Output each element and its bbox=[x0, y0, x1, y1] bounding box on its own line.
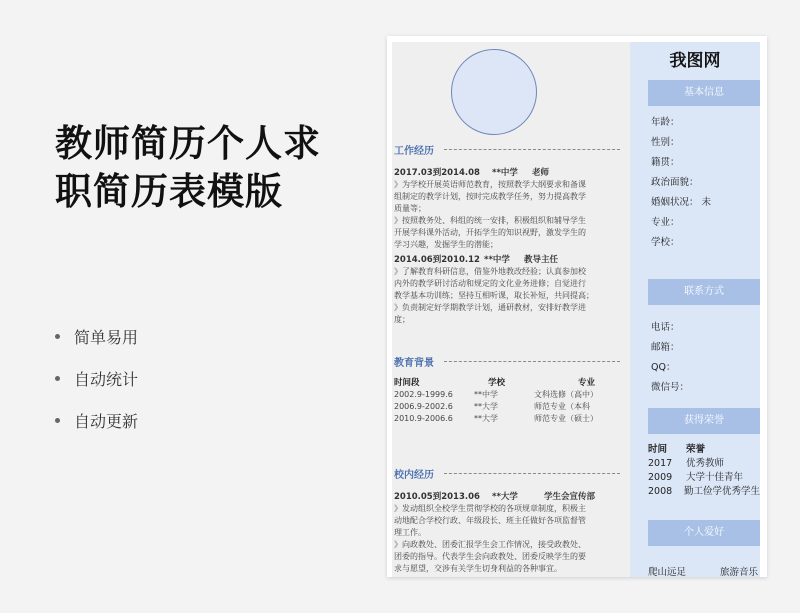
cell: 师范专业（硕士） bbox=[534, 414, 598, 423]
work-heading bbox=[394, 142, 620, 156]
cell: **大学 bbox=[474, 414, 498, 423]
bullet-icon bbox=[55, 376, 60, 381]
feature-item bbox=[55, 315, 138, 357]
work-entry-title bbox=[394, 254, 620, 266]
text-line: 度； bbox=[394, 315, 410, 324]
entry-role: 教导主任 bbox=[524, 255, 559, 265]
divider bbox=[444, 361, 620, 362]
education-section bbox=[394, 354, 620, 425]
contact-item: 微信号： bbox=[651, 382, 690, 393]
cell: 2017 bbox=[648, 458, 673, 469]
resume-main-column bbox=[392, 42, 630, 577]
info-item: 学校： bbox=[651, 237, 680, 248]
text-line: 》负责制定好学期教学计划，通研教材，安排好教学进 bbox=[394, 303, 586, 312]
section-title: 教育背景 bbox=[394, 357, 434, 369]
column-header: 荣誉 bbox=[686, 444, 706, 455]
table-row bbox=[394, 401, 620, 413]
text-line: 内外的教学研讨活动和规定的文化业务进修；自觉进行 bbox=[394, 279, 586, 288]
divider bbox=[444, 149, 620, 150]
cell: 2009 bbox=[648, 472, 673, 483]
contact-item: 电话： bbox=[651, 322, 680, 333]
text-line: 开展学科课外活动，开拓学生的知识视野，激发学生的 bbox=[394, 228, 586, 237]
table-row bbox=[648, 471, 760, 485]
entry-role: 学生会宣传部 bbox=[544, 492, 596, 502]
entry-period: 2014.06到2010.12 bbox=[394, 255, 480, 265]
table-row bbox=[394, 389, 620, 401]
work-section bbox=[394, 142, 620, 326]
text-line: 学习兴趣，发掘学生的潜能； bbox=[394, 240, 498, 249]
column-header: 学校 bbox=[488, 378, 506, 388]
photo-placeholder bbox=[451, 49, 537, 135]
cell: 文科选修（高中） bbox=[534, 390, 598, 399]
feature-label: 自动更新 bbox=[74, 411, 139, 431]
feature-list bbox=[55, 315, 138, 441]
entry-school: **中学 bbox=[484, 255, 510, 265]
text-line: 》按照教务处、科组的统一安排，积极组织和辅导学生 bbox=[394, 216, 586, 225]
feature-label: 简单易用 bbox=[74, 327, 139, 347]
text-line: 》了解教育科研信息，借鉴外地教改经验；认真参加校 bbox=[394, 267, 586, 276]
section-title: 校内经历 bbox=[394, 469, 434, 481]
cell: **中学 bbox=[474, 390, 498, 399]
cell: **大学 bbox=[474, 402, 498, 411]
text-line: 》向政教处、团委汇报学生会工作情况，接受政教处、 bbox=[394, 540, 586, 549]
title-line-2: 职简历表模版 bbox=[55, 170, 283, 213]
contact-item: QQ： bbox=[651, 362, 676, 373]
text-line: 理工作。 bbox=[394, 528, 426, 537]
table-row bbox=[394, 413, 620, 425]
work-entry-description bbox=[394, 179, 620, 251]
hobbies-list bbox=[648, 564, 760, 577]
entry-role: 老师 bbox=[532, 168, 550, 178]
hobby-item: 爬山远足 bbox=[648, 567, 687, 577]
entry-period: 2017.03到2014.08 bbox=[394, 168, 480, 178]
basic-info-heading: 基本信息 bbox=[648, 80, 760, 106]
table-header bbox=[648, 443, 760, 457]
resume-sidebar bbox=[630, 42, 760, 577]
cell: 师范专业（本科 bbox=[534, 402, 590, 411]
bullet-icon bbox=[55, 334, 60, 339]
info-item: 性别： bbox=[651, 137, 680, 148]
resume-preview bbox=[387, 36, 767, 577]
info-item: 籍贯： bbox=[651, 157, 680, 168]
hobby-row bbox=[648, 564, 758, 577]
cell: 优秀教师 bbox=[686, 458, 725, 469]
text-line: 质量等； bbox=[394, 204, 426, 213]
hobby-item: 旅游音乐 bbox=[719, 567, 758, 577]
table-header bbox=[394, 377, 620, 389]
site-name: 我图网 bbox=[669, 51, 721, 71]
page-title bbox=[55, 120, 321, 216]
work-entry-description bbox=[394, 266, 620, 326]
text-line: 求与愿望，交涉有关学生切身利益的各种事宜。 bbox=[394, 564, 562, 573]
column-header: 专业 bbox=[578, 378, 596, 388]
honors-heading: 获得荣誉 bbox=[648, 408, 760, 434]
info-item: 政治面貌： bbox=[651, 177, 699, 188]
bullet-icon bbox=[55, 418, 60, 423]
column-header: 时间 bbox=[648, 444, 668, 455]
section-title: 工作经历 bbox=[394, 145, 434, 157]
cell: 2006.9-2002.6 bbox=[394, 402, 453, 411]
divider bbox=[444, 473, 620, 474]
cell: 2010.9-2006.6 bbox=[394, 414, 453, 423]
entry-school: **大学 bbox=[492, 492, 518, 502]
campus-entry-description bbox=[394, 503, 620, 575]
contact-heading: 联系方式 bbox=[648, 279, 760, 305]
feature-item bbox=[55, 357, 138, 399]
cell: 2008 bbox=[648, 486, 673, 497]
info-item: 专业： bbox=[651, 217, 680, 228]
column-header: 时间段 bbox=[394, 378, 420, 388]
text-line: 动地配合学校行政、年级段长、班主任做好各项监督管 bbox=[394, 516, 586, 525]
entry-school: **中学 bbox=[492, 168, 518, 178]
table-row bbox=[648, 457, 760, 471]
work-entry-title bbox=[394, 167, 620, 179]
table-row bbox=[648, 485, 760, 499]
contact-list bbox=[651, 318, 759, 398]
text-line: 组制定的教学计划，按时完成教学任务，努力提高教学 bbox=[394, 192, 586, 201]
title-line-1: 教师简历个人求 bbox=[55, 122, 321, 165]
education-heading bbox=[394, 354, 620, 368]
cell: 大学十佳青年 bbox=[686, 472, 744, 483]
hobbies-heading: 个人爱好 bbox=[648, 520, 760, 546]
campus-heading bbox=[394, 466, 620, 480]
cell: 勤工俭学优秀学生 bbox=[683, 486, 760, 497]
feature-item bbox=[55, 399, 138, 441]
honors-table bbox=[648, 443, 760, 499]
text-line: 》发动组织全校学生贯彻学校的各项规章制度，积极主 bbox=[394, 504, 586, 513]
contact-item: 邮箱： bbox=[651, 342, 680, 353]
entry-period: 2010.05到2013.06 bbox=[394, 492, 480, 502]
info-item: 婚姻状况： 未 bbox=[651, 197, 712, 208]
feature-label: 自动统计 bbox=[74, 369, 139, 389]
basic-info-list bbox=[651, 113, 759, 253]
campus-entry-title bbox=[394, 491, 620, 503]
text-line: 团委的指导。代表学生会向政教处、团委反映学生的要 bbox=[394, 552, 586, 561]
text-line: 教学基本功训练；坚持互相听课，取长补短，共同提高； bbox=[394, 291, 594, 300]
campus-section bbox=[394, 466, 620, 575]
cell: 2002.9-1999.6 bbox=[394, 390, 453, 399]
text-line: 》为学校开展英语师范教育，按照教学大纲要求和备课 bbox=[394, 180, 586, 189]
education-table bbox=[394, 377, 620, 425]
info-item: 年龄： bbox=[651, 117, 680, 128]
